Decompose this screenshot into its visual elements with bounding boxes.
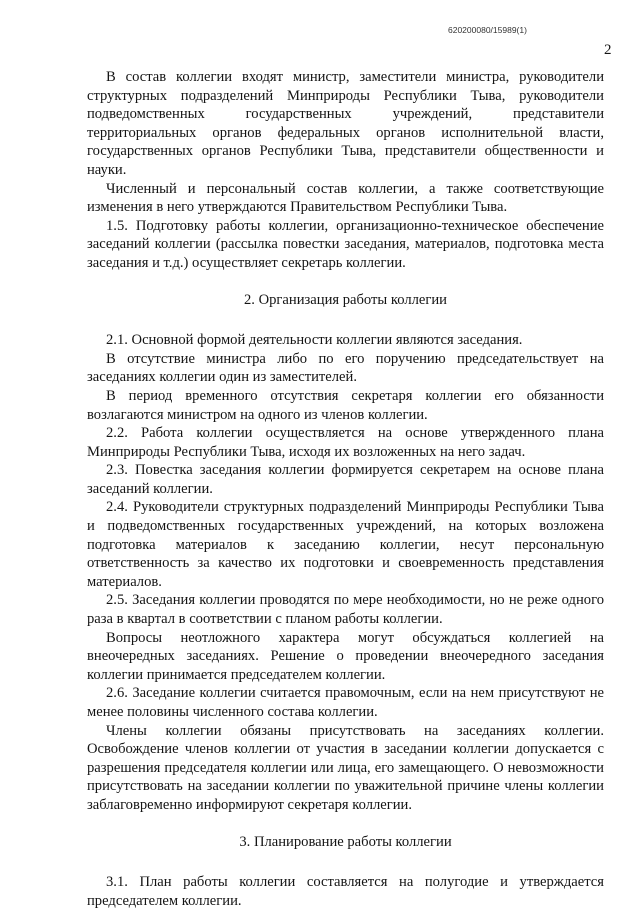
paragraph: Вопросы неотложного характера могут обсуждаться коллегией на внеочередных заседаниях. Решение о проведении внеочередного заседания коллегии принимается председателем коллегии. xyxy=(87,629,604,683)
paragraph: 2.6. Заседание коллегии считается правомочным, если на нем присутствуют не менее половины численного состава коллегии. xyxy=(87,685,604,720)
page-number: 2 xyxy=(604,42,612,58)
document-id: 620200080/15989(1) xyxy=(448,25,527,35)
paragraph: В отсутствие министра либо по его поручению председательствует на заседаниях коллегии один из заместителей. xyxy=(87,350,604,386)
paragraph: 1.5. Подготовку работы коллегии, организационно-техническое обеспечение заседаний коллегии (рассылка повестки заседания, материалов, подготовка места заседания и т.д.) осуществляет секретарь коллегии. xyxy=(87,217,604,271)
paragraph: 2.2. Работа коллегии осуществляется на основе утвержденного плана Минприроды Республики Тыва, исходя их возложенных на него задач. xyxy=(87,425,604,460)
paragraph: В состав коллегии входят министр, заместители министра, руководители структурных подразделений Минприроды Республики Тыва, руководители подведомственных государственных учреждений, представители территориальных органов федеральных органов исполнительной власти, государственных органов Республики Тыва, представители общественности и науки. xyxy=(87,69,604,178)
document-body xyxy=(87,68,604,910)
paragraph: Численный и персональный состав коллегии, а также соответствующие изменения в него утверждаются Правительством Республики Тыва. xyxy=(87,180,604,216)
paragraph: 3.1. План работы коллегии составляется на полугодие и утверждается председателем коллегии. xyxy=(87,874,604,909)
paragraph: Члены коллегии обязаны присутствовать на заседаниях коллегии. Освобождение членов коллегии от участия в заседании коллегии допускается с разрешения председателя коллегии или лица, его замещающего. О невозможности присутствовать на заседании коллегии по уважительной причине члены коллегии заблаговременно информируют секретаря коллегии. xyxy=(87,722,604,813)
paragraph: 2.3. Повестка заседания коллегии формируется секретарем на основе плана заседаний коллегии. xyxy=(87,462,604,497)
paragraph: 2.5. Заседания коллегии проводятся по мере необходимости, но не реже одного раза в квартал в соответствии с планом работы коллегии. xyxy=(87,592,604,628)
paragraph: В период временного отсутствия секретаря коллегии его обязанности возлагаются министром на одного из членов коллегии. xyxy=(87,387,604,423)
section-heading: 2. Организация работы коллегии xyxy=(244,291,447,308)
paragraph: 2.4. Руководители структурных подразделений Минприроды Республики Тыва и подведомственных государственных учреждений, на которых возложена подготовка материалов к заседанию коллегии, несут персональную ответственность за качество их подготовки и своевременность представления материалов. xyxy=(87,499,604,590)
paragraph: 2.1. Основной формой деятельности коллегии являются заседания. xyxy=(106,332,523,349)
section-heading: 3. Планирование работы коллегии xyxy=(239,833,452,850)
